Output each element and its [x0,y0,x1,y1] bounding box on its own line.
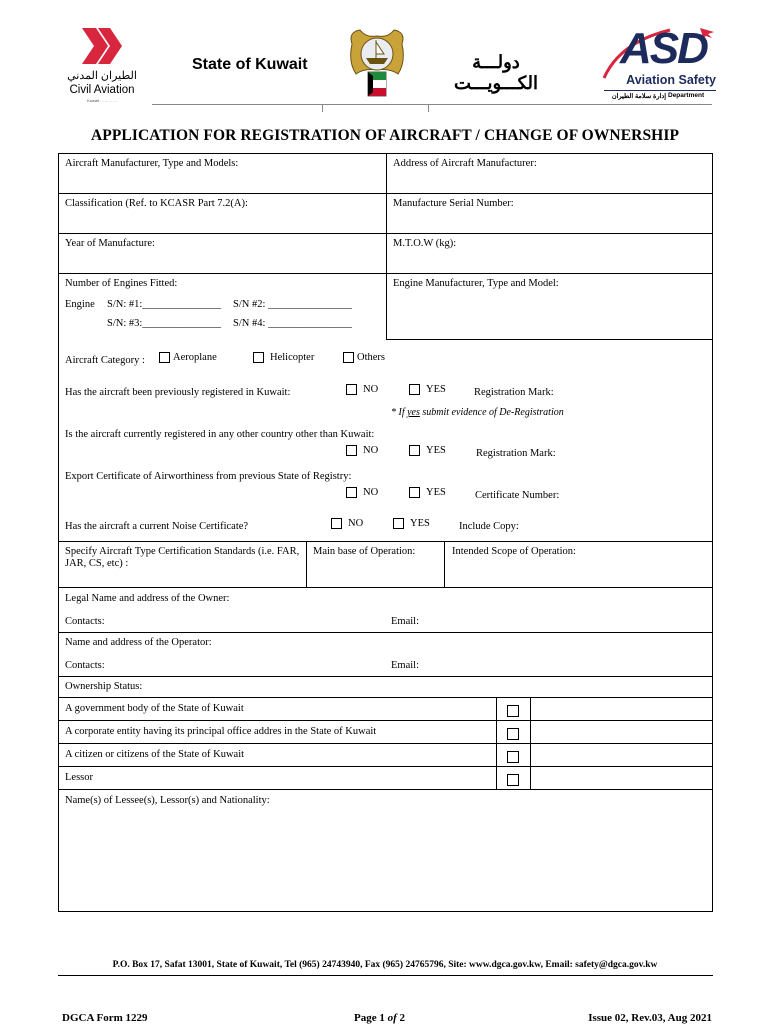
export-cert-label: Export Certificate of Airworthiness from previous State of Registry: [65,471,352,482]
engine-label: Engine [65,299,95,310]
checkbox-icon[interactable] [409,445,420,456]
engine-sn4-field[interactable]: S/N #4: ________________ [233,318,353,329]
operator-email-label: Email: [391,660,419,671]
ownership-corporate-checkbox[interactable] [507,725,519,743]
checkbox-icon[interactable] [409,487,420,498]
export-cert-no[interactable]: NO [346,487,378,498]
asd-name: Aviation Safety [626,73,716,87]
ownership-corporate-label: A corporate entity having its principal office addres in the State of Kuwait [65,726,377,737]
form-title: APPLICATION FOR REGISTRATION OF AIRCRAFT / CHANGE OF OWNERSHIP [90,127,680,144]
deregistration-note: * If yes submit evidence of De-Registration [391,407,564,418]
ownership-government-label: A government body of the State of Kuwait [65,703,244,714]
checkbox-icon[interactable] [253,352,264,363]
manufacture-serial-label: Manufacture Serial Number: [393,198,514,209]
checkbox-icon[interactable] [393,518,404,529]
checkbox-icon[interactable] [346,445,357,456]
type-cert-standards-label: Specify Aircraft Type Certification Standards (i.e. FAR, JAR, CS, etc) : [65,546,300,569]
other-country-label: Is the aircraft currently registered in any other country other than Kuwait: [65,429,375,440]
engine-sn2-field[interactable]: S/N #2: ________________ [233,299,353,310]
engine-manufacturer-label: Engine Manufacturer, Type and Model: [393,278,559,289]
kuwait-emblem-icon [346,24,408,100]
include-copy-label: Include Copy: [459,521,519,532]
owner-email-label: Email: [391,616,419,627]
classification-label: Classification (Ref. to KCASR Part 7.2(A): [65,198,248,209]
manufacturer-type-models-label: Aircraft Manufacturer, Type and Models: [65,158,239,169]
checkbox-icon[interactable] [409,384,420,395]
asd-dept-arabic: إدارة سلامة الطيران [611,93,667,100]
asd-letters: ASD [620,24,707,73]
other-registration-mark-label: Registration Mark: [476,448,556,459]
footer-issue: Issue 02, Rev.03, Aug 2021 [588,1012,712,1024]
chevron-logo-icon [80,26,124,66]
prev-registration-mark-label: Registration Mark: [474,387,554,398]
owner-legal-label: Legal Name and address of the Owner: [65,593,230,604]
ownership-citizen-checkbox[interactable] [507,748,519,766]
other-country-yes[interactable]: YES [409,445,446,456]
asd-logo [600,22,718,104]
engines-fitted-label: Number of Engines Fitted: [65,278,178,289]
kuwait-emblem [346,24,408,100]
ownership-lessor-label: Lessor [65,772,93,783]
civil-aviation-logo [62,26,142,104]
civil-aviation-tagline: Kuwait ... ... ... ... [87,98,117,103]
footer-address: P.O. Box 17, Safat 13001, State of Kuwait, Tel (965) 24743940, Fax (965) 24765796, Site: www.dgca.gov.kw, Email: safety@dgca.gov.kw [112,960,658,970]
checkbox-icon[interactable] [346,384,357,395]
intended-scope-label: Intended Scope of Operation: [452,546,576,557]
other-country-no[interactable]: NO [346,445,378,456]
engine-sn1-field[interactable]: S/N: #1:_______________ [107,299,222,310]
noise-cert-label: Has the aircraft a current Noise Certificate? [65,521,249,532]
noise-cert-no[interactable]: NO [331,518,363,529]
category-others-option[interactable]: Others [343,352,385,363]
footer-page-number: Page 1 of 2 [354,1012,406,1024]
aircraft-category-label: Aircraft Category : [65,355,145,366]
engine-sn3-field[interactable]: S/N: #3:_______________ [107,318,222,329]
certificate-number-label: Certificate Number: [475,490,560,501]
ownership-citizen-label: A citizen or citizens of the State of Kuwait [65,749,245,760]
checkbox-icon[interactable] [343,352,354,363]
main-base-label: Main base of Operation: [313,546,416,557]
ownership-government-checkbox[interactable] [507,702,519,720]
state-of-kuwait-english: State of Kuwait [192,56,308,73]
civil-aviation-arabic: الطيران المدني [67,70,137,82]
prev-registered-no[interactable]: NO [346,384,378,395]
prev-registered-yes[interactable]: YES [409,384,446,395]
category-helicopter-option[interactable]: Helicopter [253,352,314,363]
owner-contacts-label: Contacts: [65,616,105,627]
operator-contacts-label: Contacts: [65,660,105,671]
year-of-manufacture-label: Year of Manufacture: [65,238,155,249]
lessees-input-area[interactable] [60,810,710,910]
civil-aviation-english: Civil Aviation [69,84,135,96]
footer-form-number: DGCA Form 1229 [62,1012,148,1024]
asd-dept-english: Department [668,92,705,99]
noise-cert-yes[interactable]: YES [393,518,430,529]
checkbox-icon[interactable] [331,518,342,529]
export-cert-yes[interactable]: YES [409,487,446,498]
manufacturer-address-label: Address of Aircraft Manufacturer: [393,158,537,169]
lessees-label: Name(s) of Lessee(s), Lessor(s) and Nationality: [65,795,270,806]
checkbox-icon[interactable] [346,487,357,498]
category-aeroplane-option[interactable]: Aeroplane [159,352,217,363]
ownership-lessor-checkbox[interactable] [507,771,519,789]
operator-label: Name and address of the Operator: [65,637,212,648]
state-of-kuwait-arabic: دولـــة الكـــويـــت [453,52,539,93]
prev-registered-label: Has the aircraft been previously registered in Kuwait: [65,387,291,398]
ownership-status-label: Ownership Status: [65,681,143,692]
checkbox-icon[interactable] [159,352,170,363]
mtow-label: M.T.O.W (kg): [393,238,457,249]
